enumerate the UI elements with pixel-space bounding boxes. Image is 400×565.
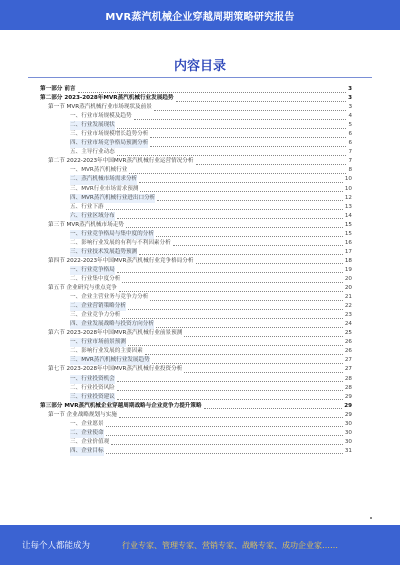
toc-entry-label: 一、行业市场规模及趋势 xyxy=(70,113,132,120)
toc-entry[interactable] xyxy=(40,266,352,275)
toc-entry[interactable] xyxy=(40,139,352,148)
toc-entry-label: 第六节 2023-2028年中国MVR蒸汽机械行业前景预测 xyxy=(48,330,183,337)
dot-leader xyxy=(140,186,342,192)
toc-entry[interactable] xyxy=(40,221,352,230)
toc-entry[interactable] xyxy=(40,375,352,384)
toc-entry-page: 6 xyxy=(348,140,352,147)
toc-entry-label: 二、行业投资风险 xyxy=(70,384,115,391)
dot-leader xyxy=(196,159,347,165)
toc-entry[interactable] xyxy=(40,329,352,338)
toc-entry-page: 23 xyxy=(344,312,352,319)
toc-entry-label: 第一节 MVR蒸汽机械行业市场现状及前景 xyxy=(48,104,152,111)
dot-leader xyxy=(122,277,343,283)
dot-leader xyxy=(176,96,347,102)
toc-entry-page: 5 xyxy=(348,122,352,129)
toc-entry-page: 22 xyxy=(344,303,352,310)
toc-entry[interactable] xyxy=(40,393,352,402)
toc-entry[interactable] xyxy=(40,185,352,194)
toc-entry-label: 第一节 企业战略规划与实施 xyxy=(48,411,117,418)
toc-entry[interactable] xyxy=(40,429,352,438)
toc-entry-page: 27 xyxy=(344,357,352,364)
toc-entry-label: 五、主导行业动态 xyxy=(70,149,115,156)
toc-entry[interactable] xyxy=(40,103,352,112)
toc-entry[interactable] xyxy=(40,293,352,302)
toc-entry-label: 第四节 2022-2023年中国MVR蒸汽机械行业竞争格局分析 xyxy=(48,257,194,264)
dot-leader xyxy=(106,448,343,454)
toc-entry-page: 30 xyxy=(344,438,352,445)
header-bar xyxy=(0,0,400,30)
toc-entry[interactable] xyxy=(40,420,352,429)
toc-entry-label: 二、企业营销策略分析 xyxy=(70,302,126,311)
dot-leader xyxy=(117,123,347,129)
toc-entry-page: 4 xyxy=(348,113,352,120)
toc-entry[interactable] xyxy=(40,411,352,420)
toc-entry-label: 第二节 2022-2023年中国MVR蒸汽机械行业运营情况分析 xyxy=(48,158,194,165)
dot-leader xyxy=(204,403,343,409)
toc-entry-label: 五、行业下游 xyxy=(70,203,104,210)
dot-leader xyxy=(184,331,343,337)
dot-leader xyxy=(154,105,347,111)
toc-entry[interactable] xyxy=(40,212,352,221)
toc-entry-page: 30 xyxy=(344,420,352,427)
dot-leader xyxy=(117,150,347,156)
toc-entry[interactable] xyxy=(40,447,352,456)
toc-entry-page: 29 xyxy=(344,411,352,418)
toc-entry[interactable] xyxy=(40,320,352,329)
toc-entry[interactable] xyxy=(40,121,352,130)
toc-entry-label: 三、MVR行业市场需求预测 xyxy=(70,185,139,192)
toc-entry-label: 三、企业价值观 xyxy=(70,438,110,445)
dot-leader xyxy=(119,412,343,418)
dot-leader xyxy=(145,349,343,355)
toc-entry-label: 一、企业愿景 xyxy=(70,420,104,427)
toc-entry[interactable] xyxy=(40,302,352,311)
toc-entry-page: 10 xyxy=(344,185,352,192)
toc-entry-page: 7 xyxy=(348,158,352,165)
toc-entry-page: 24 xyxy=(344,321,352,328)
toc-entry-label: 四、行业市场竞争格局预测分析 xyxy=(70,139,148,148)
footer-roles: 行业专家、管理专家、营销专家、战略专家、成功企业家…… xyxy=(122,540,339,550)
toc-entry-page: 15 xyxy=(344,221,352,228)
toc-entry-page: 12 xyxy=(344,194,352,201)
toc-entry[interactable] xyxy=(40,311,352,320)
toc-entry-page: 28 xyxy=(344,384,352,391)
toc-entry-page: 20 xyxy=(344,285,352,292)
dot-leader xyxy=(128,340,343,346)
toc-entry-page: 3 xyxy=(348,86,352,92)
toc-entry-page: 25 xyxy=(344,330,352,337)
toc-entry-label: 一、企业主营业务与竞争力分析 xyxy=(70,294,149,301)
toc-entry[interactable] xyxy=(40,438,352,447)
toc-entry-page: 17 xyxy=(344,248,352,255)
toc-entry-page: 13 xyxy=(344,203,352,210)
toc-entry-label: 四、企业目标 xyxy=(70,447,104,456)
toc-entry-page: 26 xyxy=(344,339,352,346)
dot-leader xyxy=(156,231,343,237)
toc-entry[interactable] xyxy=(40,384,352,393)
page-marker xyxy=(370,517,372,519)
dot-leader xyxy=(152,358,343,364)
toc-entry-page: 29 xyxy=(344,393,352,400)
toc-entry[interactable] xyxy=(40,85,352,94)
toc-entry-label: 三、行业市场规模增长趋势分析 xyxy=(70,131,149,138)
dot-leader xyxy=(173,240,343,246)
toc-entry-label: 二、行业集中度分析 xyxy=(70,275,121,282)
toc-entry-page: 7 xyxy=(348,149,352,156)
dot-leader xyxy=(134,114,347,120)
toc-entry[interactable] xyxy=(40,112,352,121)
toc-entry-label: 第一部分 前言 xyxy=(40,86,76,92)
toc-entry[interactable] xyxy=(40,248,352,257)
dot-leader xyxy=(139,249,343,255)
toc-entry-label: 第七节 2023-2028年中国MVR蒸汽机械行业投资分析 xyxy=(48,366,183,373)
toc-entry-label: 一、行业竞争格局与集中度的分析 xyxy=(70,230,154,239)
toc-entry-label: 一、MVR蒸汽机械行业 xyxy=(70,167,128,174)
toc-entry-label: 二、企业使命 xyxy=(70,429,104,438)
toc-entry-page: 21 xyxy=(344,294,352,301)
toc-entry[interactable] xyxy=(40,284,352,293)
dot-leader xyxy=(184,367,343,373)
toc-entry-label: 第三部分 MVR蒸汽机械企业穿越周期战略与企业竞争力提升策略 xyxy=(40,402,202,409)
toc-entry-page: 3 xyxy=(348,104,352,111)
toc-entry[interactable] xyxy=(40,275,352,284)
toc-entry-label: 二、影响行业发展的主要因素 xyxy=(70,348,143,355)
toc-entry-label: 四、企业发展战略与投资方向分析 xyxy=(70,320,154,329)
toc-entry-page: 10 xyxy=(344,176,352,183)
toc-entry[interactable] xyxy=(40,402,352,411)
dot-leader xyxy=(150,295,343,301)
dot-leader xyxy=(126,222,343,228)
dot-leader xyxy=(106,430,343,436)
toc-entry-page: 27 xyxy=(344,366,352,373)
table-of-contents xyxy=(40,85,352,456)
toc-entry[interactable] xyxy=(40,148,352,157)
toc-entry-label: 三、行业投资建议 xyxy=(70,393,115,402)
toc-entry[interactable] xyxy=(40,175,352,184)
toc-entry[interactable] xyxy=(40,203,352,212)
toc-entry-page: 3 xyxy=(348,95,352,102)
toc-entry-label: 二、蒸汽机械市场需求分析 xyxy=(70,175,137,184)
toc-entry[interactable] xyxy=(40,356,352,365)
toc-entry-label: 四、MVR蒸汽机械行业进出口分析 xyxy=(70,194,155,203)
dot-leader xyxy=(117,394,343,400)
toc-entry-page: 20 xyxy=(344,275,352,282)
toc-entry[interactable] xyxy=(40,365,352,374)
dot-leader xyxy=(129,168,346,174)
toc-entry-page: 6 xyxy=(348,131,352,138)
toc-entry[interactable] xyxy=(40,230,352,239)
dot-leader xyxy=(139,177,343,183)
toc-entry-page: 14 xyxy=(344,212,352,219)
dot-leader xyxy=(157,195,343,201)
dot-leader xyxy=(117,376,343,382)
toc-entry-label: 三、企业竞争力分析 xyxy=(70,312,121,319)
toc-entry-page: 8 xyxy=(348,167,352,174)
toc-entry-page: 18 xyxy=(344,257,352,264)
toc-entry-page: 30 xyxy=(344,429,352,436)
title-divider xyxy=(28,77,372,78)
toc-entry[interactable] xyxy=(40,257,352,266)
toc-entry-page: 29 xyxy=(344,402,352,409)
footer-bar xyxy=(0,525,400,565)
dot-leader xyxy=(119,286,343,292)
toc-entry[interactable] xyxy=(40,239,352,248)
dot-leader xyxy=(117,213,343,219)
toc-entry[interactable] xyxy=(40,166,352,175)
toc-entry-page: 26 xyxy=(344,348,352,355)
toc-entry[interactable] xyxy=(40,130,352,139)
dot-leader xyxy=(111,439,343,445)
toc-entry-label: 六、行业区域分布 xyxy=(70,212,115,221)
dot-leader xyxy=(106,421,343,427)
toc-entry[interactable] xyxy=(40,94,352,103)
dot-leader xyxy=(196,258,343,264)
toc-entry-page: 28 xyxy=(344,375,352,382)
dot-leader xyxy=(117,267,343,273)
toc-entry-label: 一、行业市场前景预测 xyxy=(70,338,126,347)
dot-leader xyxy=(122,313,343,319)
toc-entry[interactable] xyxy=(40,194,352,203)
toc-entry-label: 第三节 MVR蒸汽机械市场走势 xyxy=(48,221,124,228)
toc-entry-label: 三、行业技术发展趋势预测 xyxy=(70,248,137,257)
dot-leader xyxy=(156,322,343,328)
dot-leader xyxy=(78,87,347,93)
dot-leader xyxy=(106,204,343,210)
toc-entry-page: 31 xyxy=(344,447,352,454)
dot-leader xyxy=(117,385,343,391)
dot-leader xyxy=(150,141,346,147)
toc-entry-label: 三、MVR蒸汽机械行业发展趋势 xyxy=(70,356,150,365)
toc-heading: 内容目录 xyxy=(173,59,226,74)
toc-entry-label: 一、行业投资机会 xyxy=(70,375,115,384)
toc-entry-label: 二、影响行业发展的有利与不利因素分析 xyxy=(70,239,171,246)
report-title: MVR蒸汽机械企业穿越周期策略研究报告 xyxy=(105,11,295,23)
dot-leader xyxy=(150,132,346,138)
toc-entry-label: 第五节 企业研究与重点竞争 xyxy=(48,285,117,292)
toc-entry-label: 一、行业竞争格局 xyxy=(70,266,115,275)
toc-entry-page: 15 xyxy=(344,230,352,237)
toc-entry-page: 19 xyxy=(344,266,352,273)
toc-entry[interactable] xyxy=(40,157,352,166)
toc-entry[interactable] xyxy=(40,338,352,347)
toc-entry-page: 16 xyxy=(344,239,352,246)
toc-entry-label: 第二部分 2023-2028年MVR蒸汽机械行业发展趋势 xyxy=(40,95,174,102)
toc-entry[interactable] xyxy=(40,347,352,356)
toc-entry-label: 二、行业发展现状 xyxy=(70,121,115,130)
footer-slogan: 让每个人都能成为 xyxy=(22,541,91,551)
dot-leader xyxy=(128,304,343,310)
